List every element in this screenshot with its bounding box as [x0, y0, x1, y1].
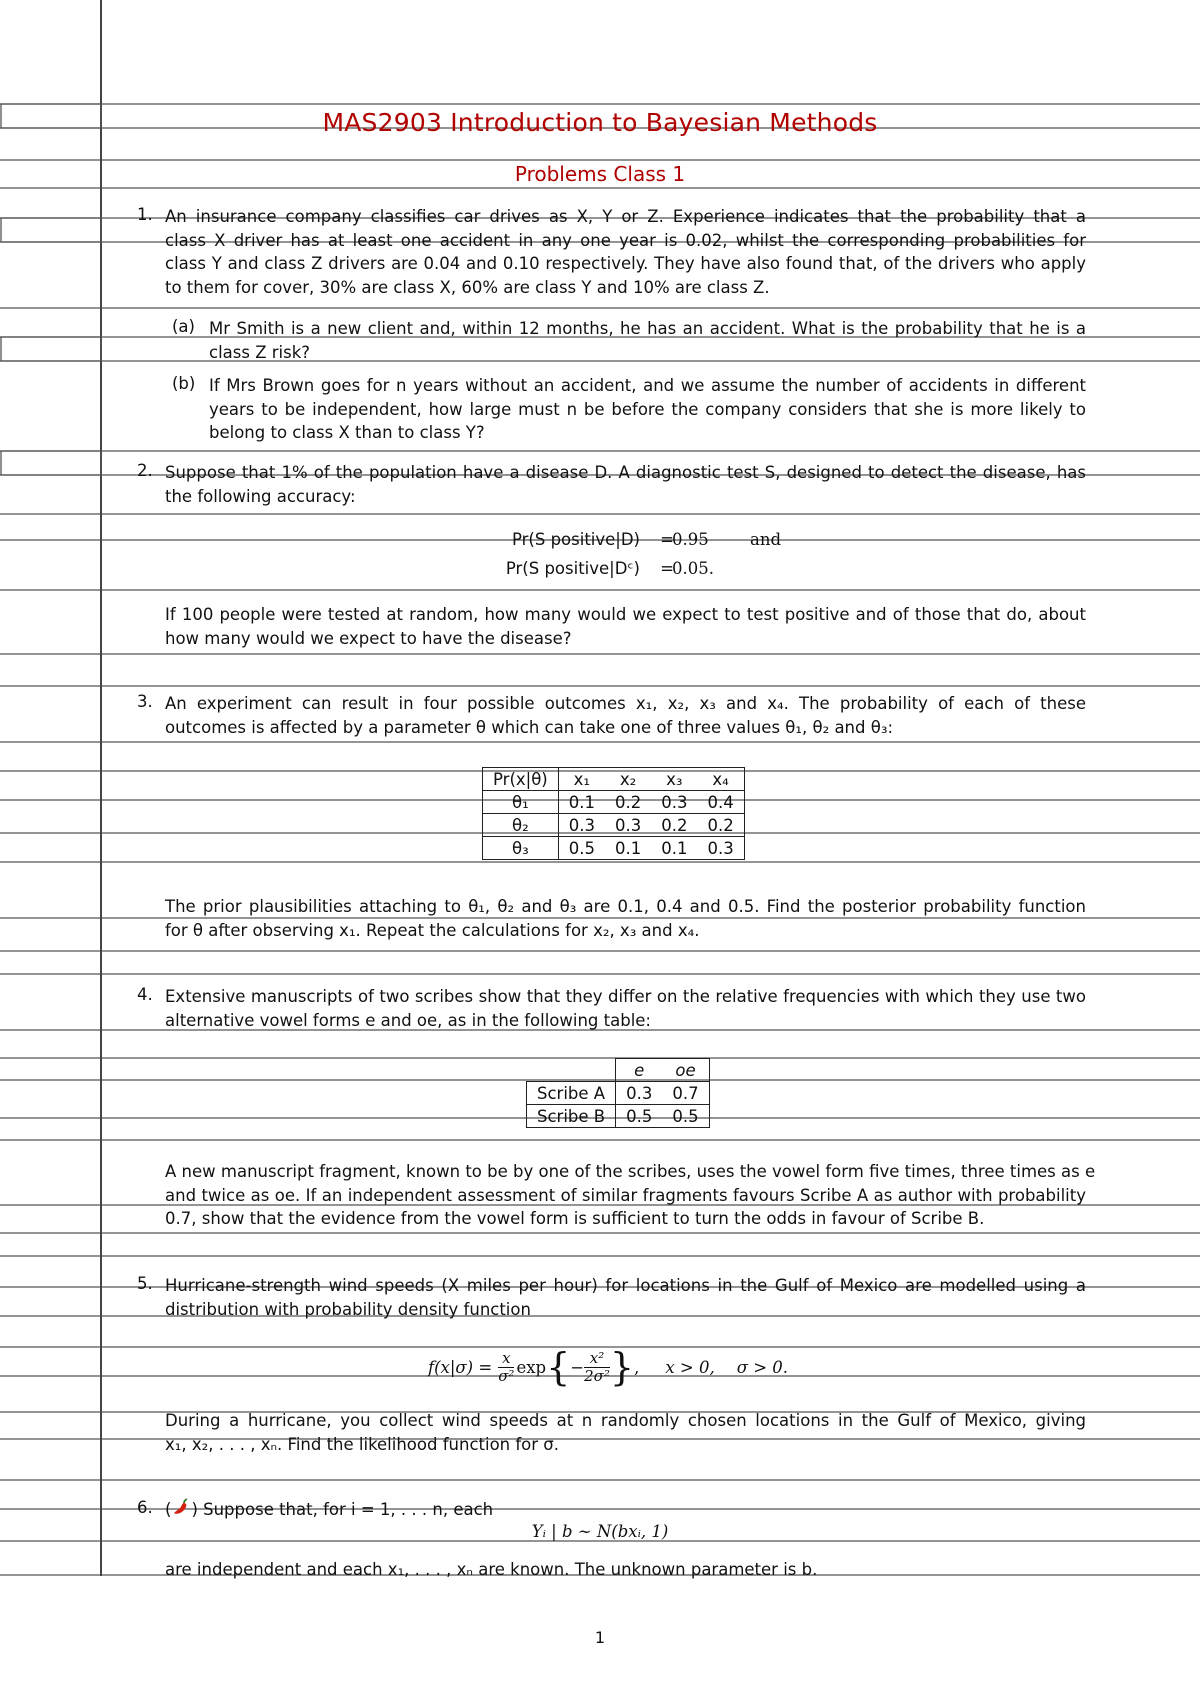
problem-6-followup	[165, 1558, 1086, 1582]
table-row	[527, 1105, 710, 1128]
table-cell: 0.5	[616, 1105, 663, 1128]
table-cell: 0.1	[651, 837, 697, 860]
equation-2-relation: =	[660, 559, 674, 578]
problem-1-number: 1.	[137, 205, 153, 224]
table-header-cell: x₄	[698, 768, 745, 791]
table-header-cell: e	[616, 1059, 663, 1082]
problem-1b-label: (b)	[172, 374, 196, 393]
problem-3-followup	[165, 895, 1086, 942]
table-cell: 0.5	[558, 837, 605, 860]
problem-1-line: An insurance company classifies car drives as X, Y or Z. Experience indicates that the probability that a	[165, 207, 1086, 226]
table-cell: 0.3	[698, 837, 745, 860]
problem-3-text	[165, 692, 1086, 739]
density-formula	[428, 1340, 788, 1394]
formula-numerator: x²	[584, 1350, 610, 1368]
problem-1-text	[165, 205, 1086, 299]
formula-fraction	[498, 1350, 514, 1385]
table-row	[483, 814, 745, 837]
problem-4-line: and twice as oe. If an independent assessment of similar fragments favours Scribe A as author with probability	[165, 1185, 1086, 1205]
table-header-cell: oe	[662, 1059, 709, 1082]
table-cell: 0.3	[651, 791, 697, 814]
problem-2-line: the following accuracy:	[165, 486, 356, 506]
problem-1b-text	[209, 374, 1086, 445]
table-header-cell: x₁	[558, 768, 605, 791]
problem-4-line: A new manuscript fragment, known to be by one of the scribes, uses the vowel form five times, three times as e	[165, 1162, 1096, 1181]
page-number: 1	[594, 1628, 606, 1647]
table-cell: θ₂	[483, 814, 559, 837]
table-header-cell: x₂	[605, 768, 651, 791]
equation-1-lhs: Pr(S positive|D)	[511, 530, 640, 549]
chili-pepper-icon	[171, 1498, 191, 1518]
table-cell: Scribe B	[527, 1105, 616, 1128]
problem-6-line-text: ) Suppose that, for i = 1, . . . n, each	[191, 1500, 494, 1519]
problem-1b-line: belong to class X than to class Y?	[209, 423, 485, 442]
equation-2-rhs: 0.05.	[672, 559, 714, 578]
table-cell: 0.4	[698, 791, 745, 814]
table-cell: 0.3	[616, 1082, 663, 1105]
formula-close-brace: }	[609, 1345, 635, 1389]
problem-3-line: An experiment can result in four possible outcomes x₁, x₂, x₃ and x₄. The probability of each of these	[165, 694, 1086, 713]
problem-6-number: 6.	[137, 1498, 153, 1517]
problem-1a-line: class Z risk?	[209, 342, 311, 362]
problem-4-line: Extensive manuscripts of two scribes show that they differ on the relative frequencies with which they use two	[165, 987, 1086, 1006]
problem-2-line: Suppose that 1% of the population have a disease D. A diagnostic test S, designed to detect the disease, has	[165, 463, 1086, 482]
table-cell: θ₃	[483, 837, 559, 860]
problem-5-text	[165, 1274, 1086, 1321]
formula-open-brace: {	[546, 1345, 571, 1389]
table-cell: Scribe A	[527, 1082, 616, 1105]
page-title: MAS2903 Introduction to Bayesian Methods	[322, 108, 878, 137]
formula-condition: x > 0,	[665, 1357, 715, 1377]
table-row	[483, 837, 745, 860]
problem-3-number: 3.	[137, 692, 153, 711]
formula-minus: −	[570, 1357, 585, 1377]
table-cell: 0.3	[605, 814, 651, 837]
formula-denominator: 2σ²	[584, 1366, 610, 1385]
table-cell: 0.1	[605, 837, 651, 860]
formula-condition: σ > 0.	[736, 1357, 789, 1377]
problem-1-line: class X driver has at least one accident in any one year is 0.02, whilst the corresponding probabilities for	[165, 230, 1086, 250]
problem-4-followup	[165, 1160, 1096, 1231]
table-cell: 0.3	[558, 814, 605, 837]
table-cell: 0.2	[651, 814, 697, 837]
problem-5-line: x₁, x₂, . . . , xₙ. Find the likelihood function for σ.	[165, 1434, 560, 1454]
problem-5-line: Hurricane-strength wind speeds (X miles per hour) for locations in the Gulf of Mexico are modelled using a	[165, 1276, 1086, 1295]
problem-6-text	[165, 1498, 1086, 1522]
problem-5-line: During a hurricane, you collect wind speeds at n randomly chosen locations in the Gulf of Mexico, giving	[165, 1411, 1086, 1430]
problem-1a-line: Mr Smith is a new client and, within 12 months, he has an accident. What is the probability that he is a	[209, 319, 1086, 338]
equation-1-relation: =	[660, 530, 674, 549]
table-header-cell	[527, 1059, 616, 1082]
formula-exp: exp	[516, 1357, 547, 1377]
problem-6-line: ( ) Suppose that, for i = 1, . . . n, each	[165, 1500, 494, 1519]
table-row	[483, 791, 745, 814]
equation-2-lhs: Pr(S positive|Dᶜ)	[505, 559, 640, 578]
table-cell: 0.1	[558, 791, 605, 814]
problem-2-followup	[165, 603, 1086, 650]
problem-1a-text	[209, 317, 1086, 364]
formula-comma: ,	[634, 1357, 640, 1377]
formula-numerator: x	[498, 1350, 514, 1368]
problem-1b-line: If Mrs Brown goes for n years without an accident, and we assume the number of accidents in different	[209, 376, 1086, 395]
table-header-cell: Pr(x|θ)	[483, 768, 559, 791]
formula-fraction	[584, 1350, 610, 1385]
problem-2-text	[165, 461, 1086, 508]
problem-5-number: 5.	[137, 1274, 153, 1293]
problem-1a-label: (a)	[172, 317, 195, 336]
problem-2-line: how many would we expect to have the disease?	[165, 628, 572, 648]
problem-3-line: The prior plausibilities attaching to θ₁, θ₂ and θ₃ are 0.1, 0.4 and 0.5. Find the posterior probability function	[165, 897, 1086, 916]
problem-6-line: are independent and each x₁, . . . , xₙ are known. The unknown parameter is b.	[165, 1560, 818, 1579]
table-row	[527, 1082, 710, 1105]
problem-1-line: to them for cover, 30% are class X, 60% are class Y and 10% are class Z.	[165, 277, 770, 297]
problem-5-line: distribution with probability density function	[165, 1299, 531, 1319]
problem-1b-line: years to be independent, how large must n be before the company considers that she is more likely to	[209, 399, 1086, 419]
problem-4-text	[165, 985, 1086, 1032]
likelihood-table	[482, 767, 745, 860]
table-cell: 0.7	[662, 1082, 709, 1105]
problem-3-line: for θ after observing x₁. Repeat the calculations for x₂, x₃ and x₄.	[165, 920, 700, 940]
table-cell: 0.5	[662, 1105, 709, 1128]
equation-1-rhs: 0.95	[672, 530, 709, 549]
problem-4-number: 4.	[137, 985, 153, 1004]
table-cell: θ₁	[483, 791, 559, 814]
problem-4-line: 0.7, show that the evidence from the vowel form is sufficient to turn the odds in favour of Scribe B.	[165, 1209, 985, 1228]
problem-3-line: outcomes is affected by a parameter θ which can take one of three values θ₁, θ₂ and θ₃:	[165, 717, 894, 737]
problem-1-line: class Y and class Z drivers are 0.04 and 0.10 respectively. They have also found that, of the drivers who apply	[165, 254, 1086, 273]
problem-6-formula: Yᵢ | b ∼ N(bxᵢ, 1)	[531, 1522, 669, 1541]
equation-1-tail: and	[750, 530, 782, 549]
table-header-cell: x₃	[651, 768, 697, 791]
formula-lhs: f(x|σ) =	[428, 1357, 493, 1377]
problem-2-line: If 100 people were tested at random, how many would we expect to test positive and of those that do, about	[165, 605, 1086, 624]
page-subtitle: Problems Class 1	[514, 162, 686, 186]
formula-denominator: σ²	[498, 1366, 515, 1385]
problem-4-line: alternative vowel forms e and oe, as in the following table:	[165, 1010, 651, 1030]
problem-5-followup	[165, 1409, 1086, 1456]
problem-2-number: 2.	[137, 461, 153, 480]
scribe-frequency-table	[526, 1058, 710, 1128]
table-cell: 0.2	[605, 791, 651, 814]
table-cell: 0.2	[698, 814, 745, 837]
